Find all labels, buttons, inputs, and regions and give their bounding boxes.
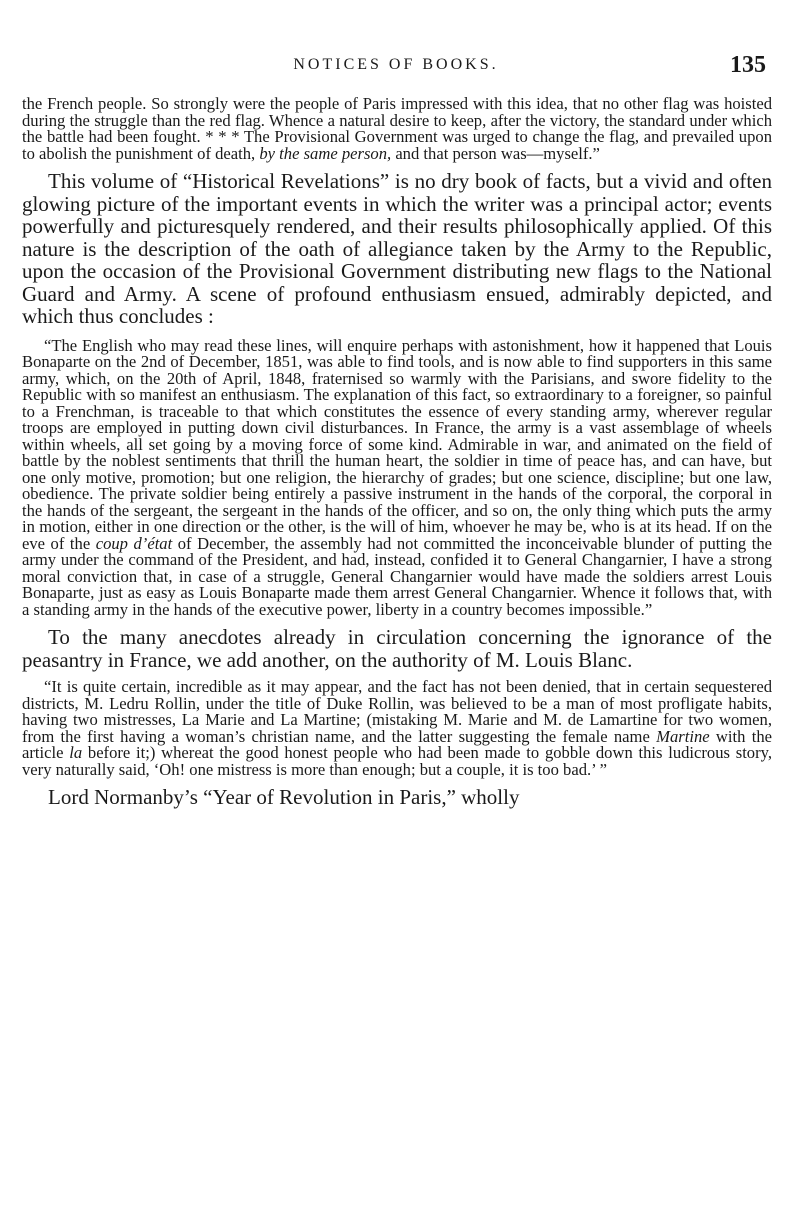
quote-continuation [22, 96, 772, 162]
running-head: NOTICES OF BOOKS. [293, 56, 499, 73]
quote-text: with the article [22, 726, 772, 762]
page-header [22, 52, 770, 82]
italic-phrase: la [69, 743, 83, 762]
body-paragraph: This volume of “Historical Revelations” is no dry book of facts, but a vivid and often glowing picture of the important events in which the writer was a principal actor; events powerfully and picturesquely rendered, and their results philosophically applied. Of this nature is the description of the oath of allegiance taken by the Army to the Republic, upon the occasion of the Provisional Government distributing new flags to the National Guard and Army. A scene of profound enthusiasm ensued, admirably depicted, and which thus concludes : [22, 169, 772, 328]
block-quote [22, 679, 772, 778]
block-quote [22, 335, 772, 619]
body-paragraph-start: Lord Normanby’s “Year of Revolution in Paris,” wholly [48, 785, 520, 809]
italic-phrase: Martine [656, 726, 710, 746]
quote-text: and that person was—myself.” [391, 143, 600, 163]
quote-text: “The English who may read these lines, will enquire perhaps with astonishment, how it happened that Louis Bonaparte on the 2nd of December, 1851, was able to find tools, and is now able to find supporters in this same army, which, on the 20th of April, 1848, fraternised so warmly with the Parisians, and swore fidelity to the Republic with so manifest an enthusiasm. The explanation of this fact, so extraordinary to a foreigner, so painful to a Frenchman, is traceable to that which constitutes the essence of every standing army, wherever regular troops are employed in putting down civil disturbances. In France, the army is a vast assemblage of wheels within wheels, all set going by a moving force of some kind. Admirable in war, and animated on the field of battle by the noblest sentiments that thrill the human heart, the soldier in time of peace has, and can have, but one only motive, promotion; but one religion, the hierarchy of grades; but one science, discipline; but one law, obedience. The private soldier being entirely a passive instrument in the hands of the corporal, the corporal in the hands of the sergeant, the sergeant in the hands of the officer, and so on, the only thing which puts the army in motion, either in one direction or the other, is the will of him, whoever he may be, who is at its head. If on the eve of the [22, 335, 772, 553]
page-number: 135 [730, 52, 766, 78]
quote-text: of December, the assembly had not committed the inconceivable blunder of putting the army under the command of the President, and had, instead, confided it to General Changarnier, I have a strong moral conviction that, in case of a struggle, General Changarnier would have made the soldiers arrest Louis Bonaparte, just as easy as Louis Bonaparte made them arrest General Changarnier. Whence it follows that, with a standing army in the hands of the executive power, liberty in a country becomes impossible.” [22, 533, 772, 619]
quote-text: “It is quite certain, incredible as it may appear, and the fact has not been denied, that in certain sequestered districts, M. Ledru Rollin, under the title of Duke Rollin, was believed to be a man of most profligate habits, having two mistresses, La Marie and La Martine; (mistaking M. Marie and M. de Lamartine for two women, from the first having a woman’s christian name, and the latter suggesting the female name [22, 677, 772, 746]
page-body [22, 96, 772, 809]
quote-text: the French people. So strongly were the people of Paris impressed with this idea, that no other flag was hoisted during the struggle than the red flag. Whence a natural desire to keep, after the victory, the standard under which the battle had been fought. * * * The Provisional Government was urged to change the flag, and prevailed upon to abolish the punishment of death, [22, 94, 772, 163]
italic-phrase: coup d’état [95, 533, 173, 553]
body-paragraph: To the many anecdotes already in circulation concerning the ignorance of the peasantry in France, we add another, on the authority of M. Louis Blanc. [22, 625, 772, 672]
italic-phrase: by the same person, [259, 143, 392, 163]
quote-text: before it;) whereat the good honest people who had been made to gobble down this ludicrous story, very naturally said, ‘Oh! one mistress is more than enough; but a couple, it is too bad.’ ” [22, 743, 772, 779]
